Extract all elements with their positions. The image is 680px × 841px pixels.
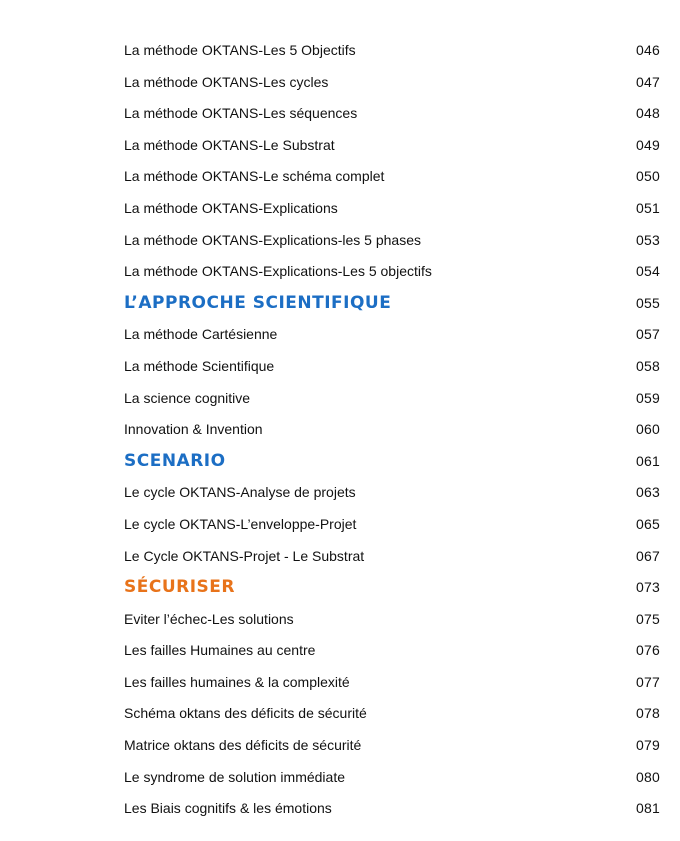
toc-entry-page: 046 xyxy=(636,42,660,58)
toc-entry-page: 080 xyxy=(636,768,660,785)
toc-entry[interactable] xyxy=(0,635,680,667)
toc-entry-title: La science cognitive xyxy=(124,389,251,406)
toc-entry-page: 047 xyxy=(636,73,660,90)
toc-entry-title: La méthode OKTANS-Les séquences xyxy=(124,105,358,122)
toc-entry[interactable] xyxy=(0,225,680,257)
toc-entry-title: Schéma oktans des déficits de sécurité xyxy=(124,705,367,722)
toc-entry-title: Le Cycle OKTANS-Projet - Le Substrat xyxy=(124,547,365,564)
toc-entry-page: 059 xyxy=(636,389,660,406)
toc-entry[interactable] xyxy=(0,193,680,225)
toc-entry-title: Matrice oktans des déficits de sécurité xyxy=(124,737,362,754)
toc-entry[interactable] xyxy=(0,477,680,509)
toc-entry-title: La méthode OKTANS-Le schéma complet xyxy=(124,168,385,185)
toc-entry-page: 053 xyxy=(636,231,660,248)
toc-entry[interactable] xyxy=(0,730,680,762)
section-title: SCENARIO xyxy=(124,450,226,471)
toc-entry[interactable] xyxy=(0,667,680,699)
toc-entry[interactable] xyxy=(0,351,680,383)
toc-entry[interactable] xyxy=(0,762,680,794)
toc-section-heading[interactable] xyxy=(0,572,680,604)
toc-entry-page: 067 xyxy=(636,547,660,564)
toc-entry-title: Le cycle OKTANS-Analyse de projets xyxy=(124,484,356,501)
toc-entry[interactable] xyxy=(0,130,680,162)
toc-entry[interactable] xyxy=(0,98,680,130)
toc-entry-page: 048 xyxy=(636,105,660,122)
toc-entry-page: 057 xyxy=(636,326,660,343)
table-of-contents xyxy=(0,35,680,825)
toc-section-heading[interactable] xyxy=(0,446,680,478)
toc-entry[interactable] xyxy=(0,414,680,446)
toc-entry-page: 050 xyxy=(636,168,660,185)
toc-entry-title: Eviter l’échec-Les solutions xyxy=(124,610,294,627)
toc-entry-title: Les Biais cognitifs & les émotions xyxy=(124,800,332,817)
toc-entry-title: Les failles humaines & la complexité xyxy=(124,673,350,690)
section-title: L’APPROCHE SCIENTIFIQUE xyxy=(124,292,392,313)
toc-entry-page: 063 xyxy=(636,484,660,501)
toc-entry-page: 073 xyxy=(636,579,660,596)
toc-entry-title: La méthode OKTANS-Les 5 Objectifs xyxy=(124,42,356,58)
toc-entry-title: La méthode Scientifique xyxy=(124,357,275,374)
toc-entry[interactable] xyxy=(0,256,680,288)
toc-entry[interactable] xyxy=(0,793,680,825)
toc-entry-page: 049 xyxy=(636,136,660,153)
toc-entry-page: 076 xyxy=(636,642,660,659)
toc-section-heading[interactable] xyxy=(0,288,680,320)
toc-entry-page: 060 xyxy=(636,421,660,438)
toc-entry[interactable] xyxy=(0,67,680,99)
toc-entry[interactable] xyxy=(0,698,680,730)
toc-entry-title: La méthode OKTANS-Explications-Les 5 objectifs xyxy=(124,263,432,280)
toc-entry-title: La méthode OKTANS-Explications-les 5 phases xyxy=(124,231,421,248)
toc-entry-title: Le syndrome de solution immédiate xyxy=(124,768,346,785)
toc-entry-page: 075 xyxy=(636,610,660,627)
section-title: SÉCURISER xyxy=(124,577,235,598)
toc-entry[interactable] xyxy=(0,383,680,415)
toc-entry-title: La méthode Cartésienne xyxy=(124,326,278,343)
toc-entry-page: 058 xyxy=(636,357,660,374)
toc-entry-page: 081 xyxy=(636,800,660,817)
toc-entry-title: Les failles Humaines au centre xyxy=(124,642,316,659)
toc-entry-title: La méthode OKTANS-Les cycles xyxy=(124,73,329,90)
toc-entry-page: 054 xyxy=(636,263,660,280)
toc-entry-page: 079 xyxy=(636,737,660,754)
toc-entry[interactable] xyxy=(0,319,680,351)
toc-entry-page: 065 xyxy=(636,515,660,532)
toc-entry-title: Innovation & Invention xyxy=(124,421,263,438)
toc-entry-page: 061 xyxy=(636,452,660,469)
toc-entry-title: Le cycle OKTANS-L’enveloppe-Projet xyxy=(124,515,357,532)
toc-entry-title: La méthode OKTANS-Explications xyxy=(124,199,338,216)
toc-entry-page: 078 xyxy=(636,705,660,722)
toc-entry-page: 051 xyxy=(636,199,660,216)
toc-entry[interactable] xyxy=(0,509,680,541)
toc-entry-page: 055 xyxy=(636,294,660,311)
toc-entry[interactable] xyxy=(0,604,680,636)
toc-entry-title: La méthode OKTANS-Le Substrat xyxy=(124,136,335,153)
toc-entry-page: 077 xyxy=(636,673,660,690)
toc-entry[interactable] xyxy=(0,161,680,193)
toc-entry[interactable] xyxy=(0,541,680,573)
toc-entry[interactable] xyxy=(0,35,680,67)
